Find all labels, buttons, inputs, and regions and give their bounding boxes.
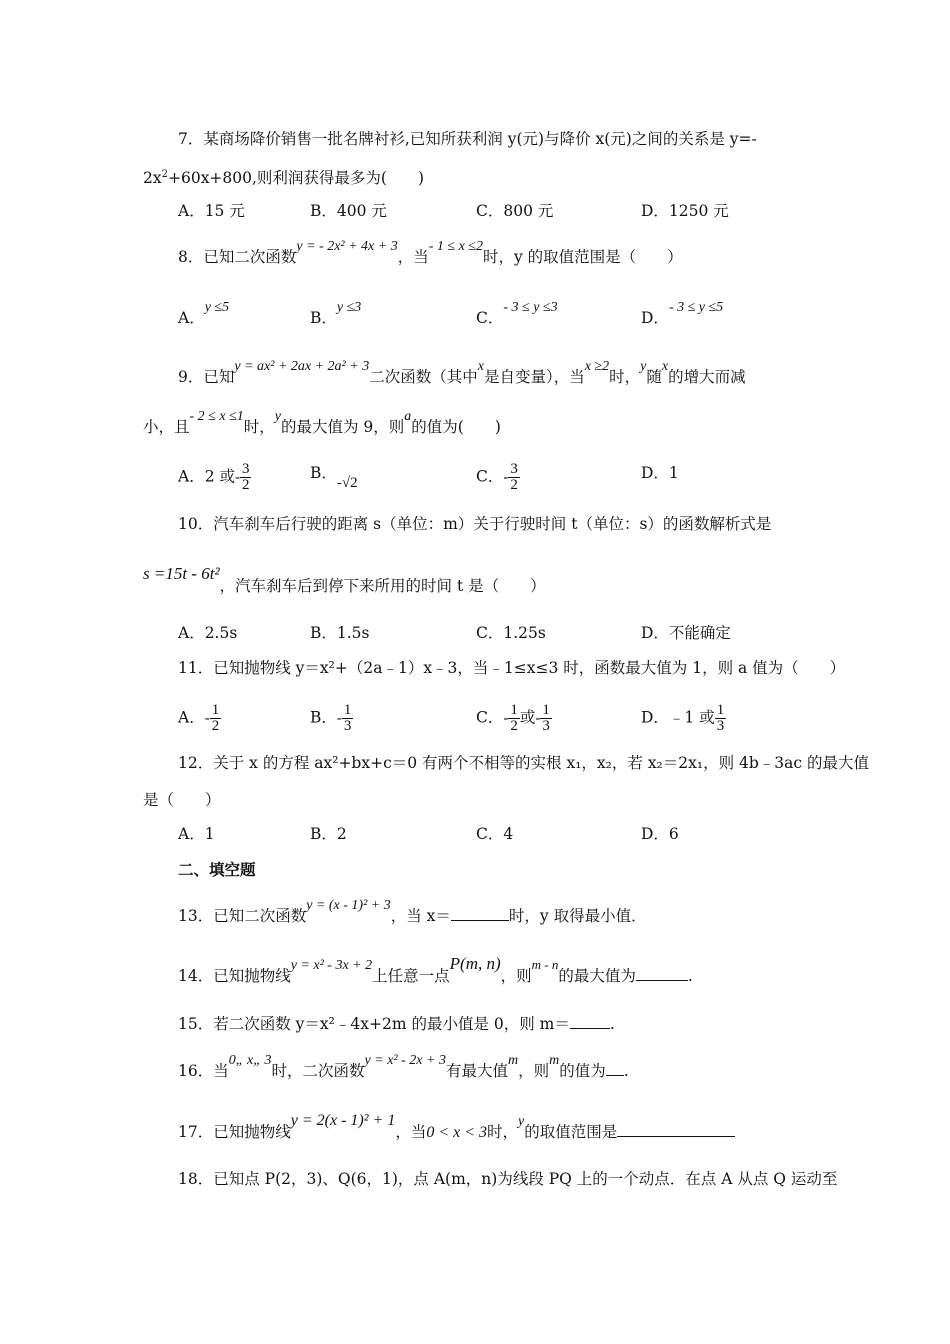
q11-option-d	[641, 703, 726, 734]
q13-text-a: 13．已知二次函数	[178, 907, 307, 925]
q11-label-d: D．﹣1 或	[641, 708, 715, 727]
q11-minus: -	[336, 710, 342, 727]
numerator: 3	[241, 461, 250, 477]
q17-text-c: 时，	[487, 1123, 519, 1141]
q9-text-a: 9．已知	[178, 368, 235, 386]
q14-text-a: 14．已知抛物线	[178, 967, 291, 985]
q14-answer-blank[interactable]	[636, 966, 688, 981]
q17-text-d: 的取值范围是	[524, 1123, 618, 1141]
q16-text-a: 16．当	[178, 1062, 229, 1080]
denominator: 3	[716, 718, 725, 734]
q16-text-d: ，则	[518, 1062, 550, 1080]
q9-var-x: x	[477, 359, 484, 374]
denominator: 2	[241, 477, 250, 493]
numerator: 3	[510, 461, 518, 477]
q9-var-x2: x	[661, 359, 669, 374]
q8-condition: - 1 ≤ x ≤2	[428, 239, 483, 254]
q11-fraction-b	[342, 703, 354, 734]
q9-option-c	[476, 462, 520, 493]
q10-text: ，汽车刹车后到停下来所用的时间 t 是（ ）	[219, 577, 546, 595]
q8-val-b: y ≤3	[336, 300, 362, 315]
q17-function: y = 2(x - 1)² + 1	[290, 1112, 396, 1129]
q9-var-y: y	[640, 359, 647, 374]
q17-answer-blank[interactable]	[617, 1122, 735, 1137]
q14-text-d: 的最大值为	[558, 967, 636, 985]
q10-option-b: B．1.5s	[310, 624, 370, 642]
q13-text-b: ，当 x＝	[390, 907, 451, 925]
numerator: 1	[542, 702, 550, 718]
q10-option-a: A．2.5s	[178, 624, 238, 642]
q9-fraction-c	[508, 462, 520, 493]
q16-range: 0„ x„ 3	[228, 1053, 272, 1068]
q7-rest: +60x+800,则利润获得最多为( )	[167, 169, 425, 188]
q13-answer-blank[interactable]	[451, 906, 509, 921]
q9-minus-b: -	[336, 475, 342, 491]
q9-var-y2: y	[274, 409, 281, 424]
q9-label-a: A．2 或	[178, 467, 235, 486]
q7-option-b: B．400 元	[310, 202, 387, 220]
numerator: 1	[343, 702, 352, 718]
q17-range: 0 < x < 3	[426, 1124, 488, 1141]
q11-minus: -	[204, 710, 210, 727]
q17-text-a: 17．已知抛物线	[178, 1123, 291, 1141]
numerator: 1	[716, 702, 725, 718]
q16-var-m: m	[507, 1053, 519, 1068]
q16-answer-blank[interactable]	[606, 1061, 624, 1076]
q9-label-c: C．	[476, 467, 504, 486]
q14-text-c: ，则	[500, 967, 532, 985]
q11-fraction-c2	[540, 703, 552, 734]
q9-text-d: 时，	[609, 368, 641, 386]
q9-line2	[143, 409, 501, 440]
q7-option-c: C．800 元	[476, 202, 554, 220]
q12-line2: 是（ ）	[143, 791, 221, 809]
q8-val-d: - 3 ≤ y ≤5	[668, 300, 724, 315]
q9-sqrt: √2	[341, 475, 358, 491]
q8-option-b	[310, 300, 362, 331]
q9-option-d: D．1	[641, 464, 679, 482]
q17-var-y: y	[518, 1114, 525, 1129]
q13-text-c: 时，y 取得最小值．	[508, 907, 647, 925]
q8-label-a: A．	[178, 309, 205, 327]
q9-function: y = ax² + 2ax + 2a² + 3	[234, 359, 370, 374]
q11-option-a	[178, 703, 221, 734]
q16-text-e: 的值为	[559, 1062, 606, 1080]
q15-stem	[178, 1013, 615, 1035]
q14-function: y = x² - 3x + 2	[290, 958, 373, 973]
q9-var-a: a	[404, 409, 412, 424]
q9-text-e: 随	[646, 368, 662, 386]
q7-option-d: D．1250 元	[641, 202, 729, 220]
q12-option-b: B．2	[310, 825, 347, 843]
q14-text-b: 上任意一点	[372, 967, 450, 985]
q16-text-b: 时，二次函数	[271, 1062, 365, 1080]
q11-label-a: A．	[178, 708, 205, 727]
q13-function: y = (x - 1)² + 3	[306, 898, 391, 913]
q14-point: P(m, n)	[449, 954, 501, 973]
numerator: 1	[211, 702, 220, 718]
q11-option-c	[476, 703, 552, 734]
q7-term: 2x	[143, 169, 162, 188]
denominator: 2	[510, 477, 518, 493]
q17-stem	[178, 1112, 735, 1145]
q8-val-c: - 3 ≤ y ≤3	[503, 300, 558, 315]
q9-minus-a: -	[234, 469, 240, 486]
q11-minus: -	[535, 710, 541, 727]
q11-label-b: B．	[310, 708, 337, 727]
denominator: 2	[211, 718, 220, 734]
q11-minus: -	[503, 710, 509, 727]
q11-fraction-a	[210, 703, 222, 734]
q8-stem	[178, 239, 683, 270]
q7-line2	[143, 164, 424, 189]
q18-line1: 18．已知点 P(2，3)、Q(6，1)，点 A(m，n)为线段 PQ 上的一个动点．在点 A 从点 Q 运动至	[178, 1170, 838, 1188]
q9-text-b: 二次函数（其中	[369, 368, 478, 386]
q8-text-a: 8．已知二次函数	[178, 248, 297, 266]
q9-option-a	[178, 462, 251, 493]
q14-expression: m - n	[531, 957, 559, 972]
q8-option-a	[178, 300, 230, 331]
q12-option-a: A．1	[178, 825, 215, 843]
q8-option-c	[476, 300, 558, 331]
q9-line1	[178, 359, 746, 390]
q10-option-c: C．1.25s	[476, 624, 546, 642]
numerator: 1	[510, 702, 518, 718]
q10-line1: 10．汽车刹车后行驶的距离 s（单位：m）关于行驶时间 t（单位：s）的函数解析式是	[178, 515, 772, 533]
q10-option-d: D．不能确定	[641, 624, 731, 642]
section-title: 二、填空题	[178, 860, 256, 879]
q9-option-b	[310, 462, 358, 491]
q17-text-b: ，当	[395, 1123, 427, 1141]
q8-text-d: 时，y 的取值范围是（ ）	[482, 248, 683, 266]
q16-text-g: .	[623, 1062, 629, 1080]
denominator: 3	[343, 718, 352, 734]
q10-function: s =15t - 6t²	[143, 564, 220, 583]
q9-text-l2d: 的值为( )	[411, 418, 501, 436]
q8-function: y = - 2x² + 4x + 3	[296, 239, 398, 254]
q11-or: 或	[519, 708, 536, 727]
q11-fraction-d	[715, 703, 727, 734]
q14-stem	[178, 954, 693, 989]
q9-text-g: 的增大而减	[668, 368, 746, 386]
q13-stem	[178, 898, 647, 929]
q9-text-l2c: 的最大值为 9，则	[281, 418, 405, 436]
q12-option-d: D．6	[641, 825, 679, 843]
q8-text-b: ，当	[397, 248, 429, 266]
q11-label-c: C．	[476, 708, 504, 727]
q9-label-b: B．	[310, 464, 337, 482]
q15-answer-blank[interactable]	[570, 1014, 610, 1029]
q14-text-e: .	[687, 967, 693, 985]
q7-line1: 7．某商场降价销售一批名牌衬衫,已知所获利润 y(元)与降价 x(元)之间的关系是 y=-	[178, 130, 757, 148]
q11-option-b	[310, 703, 353, 734]
q10-line2	[143, 564, 546, 597]
q9-condition: x ≥2	[584, 359, 610, 374]
q9-text-l2b: 时，	[243, 418, 275, 436]
q7-sup: 2	[161, 169, 168, 180]
q7-option-a: A．15 元	[178, 202, 245, 220]
denominator: 2	[510, 718, 518, 734]
q15-text-b: .	[609, 1015, 615, 1033]
q12-line1: 12．关于 x 的方程 ax²+bx+c＝0 有两个不相等的实根 x₁，x₂，若 x₂＝2x₁，则 4b﹣3ac 的最大值	[178, 754, 870, 772]
q8-label-b: B．	[310, 309, 337, 327]
q8-option-d	[641, 300, 724, 331]
q8-val-a: y ≤5	[204, 300, 230, 315]
q16-text-c: 有最大值	[445, 1062, 508, 1080]
q11-fraction-c1	[508, 703, 520, 734]
q8-label-c: C．	[476, 309, 504, 327]
q9-minus-c: -	[503, 469, 509, 486]
q15-text-a: 15．若二次函数 y＝x²﹣4x+2m 的最小值是 0，则 m＝	[178, 1015, 570, 1033]
q9-range: - 2 ≤ x ≤1	[189, 409, 244, 424]
q9-text-c: 是自变量），当	[483, 368, 585, 386]
q11-stem: 11．已知抛物线 y＝x²+（2a﹣1）x﹣3，当﹣1≤x≤3 时，函数最大值为 1，则 a 值为（ ）	[178, 659, 846, 677]
q16-var-m2: m	[549, 1053, 560, 1068]
q9-text-l2a: 小，且	[143, 418, 190, 436]
q16-function: y = x² - 2x + 3	[364, 1053, 446, 1068]
q12-option-c: C．4	[476, 825, 514, 843]
q16-stem	[178, 1053, 629, 1084]
q8-label-d: D．	[641, 309, 669, 327]
denominator: 3	[542, 718, 550, 734]
q9-fraction-a	[240, 462, 252, 493]
